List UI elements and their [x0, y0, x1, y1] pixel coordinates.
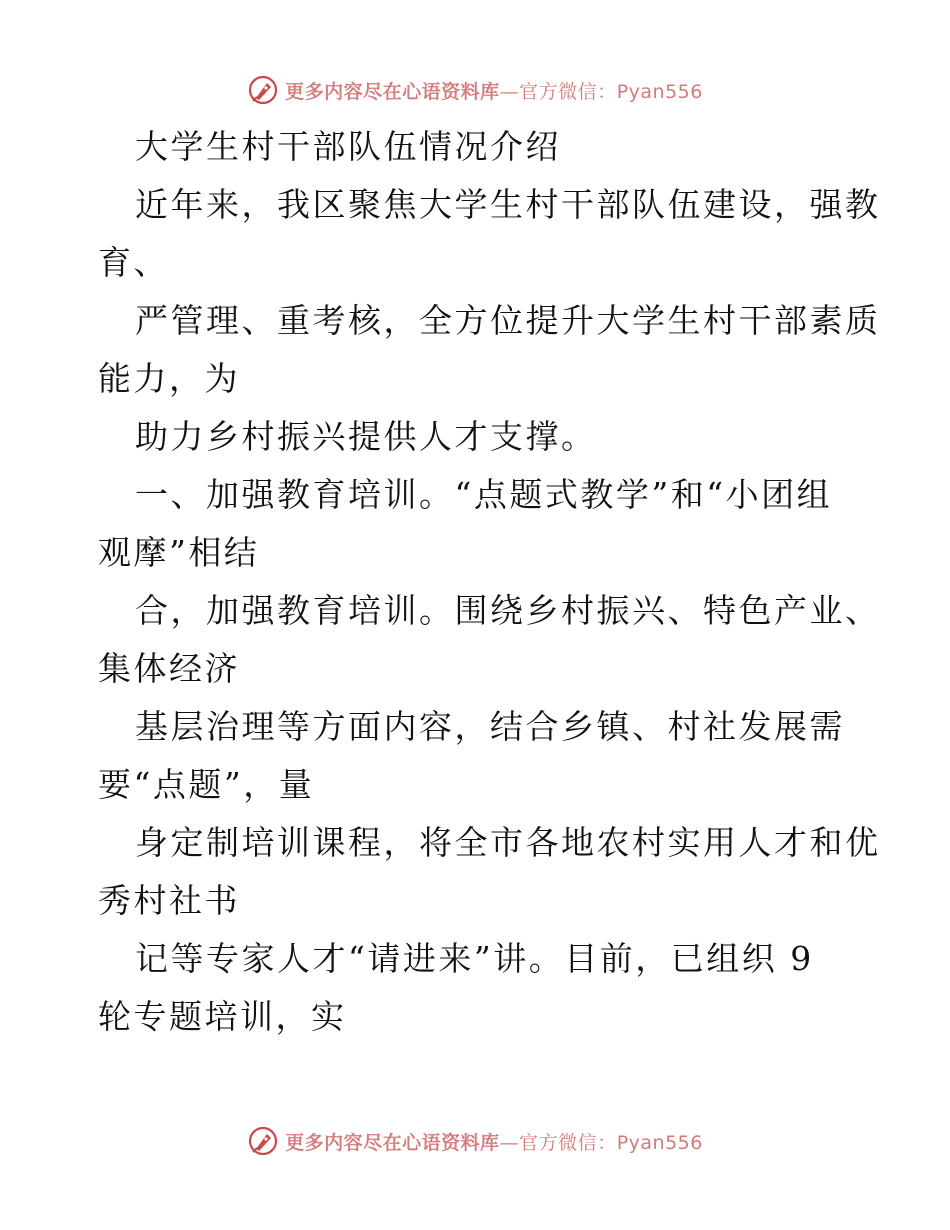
watermark-text — [285, 77, 703, 104]
pen-nib-icon — [247, 74, 279, 106]
paragraph-line: 近年来，我区聚焦大学生村干部队伍建设，强教 — [135, 185, 881, 224]
paragraph-line: 基层治理等方面内容，结合乡镇、村社发展需 — [135, 707, 845, 746]
paragraph-line: 观摩”相结 — [98, 533, 260, 572]
paragraph-line: 记等专家人才“请进来”讲。目前，已组织 9 — [135, 939, 814, 978]
watermark-text — [285, 1128, 703, 1155]
watermark-wechat-label: 官方微信： — [519, 1131, 617, 1154]
watermark-brand: 更多内容尽在心语资料库 — [285, 1131, 500, 1154]
paragraph-line: 轮专题培训，实 — [98, 997, 347, 1036]
paragraph-line: 严管理、重考核，全方位提升大学生村干部素质 — [135, 301, 881, 340]
paragraph-line: 一、加强教育培训。“点题式教学”和“小团组 — [135, 475, 833, 514]
watermark-wechat-label: 官方微信： — [519, 80, 617, 103]
watermark-wechat-id: Pyan556 — [616, 1131, 703, 1154]
paragraph-line: 要“点题”，量 — [98, 765, 315, 804]
watermark-dash: — — [499, 80, 520, 103]
document-body — [98, 118, 881, 1046]
watermark-brand: 更多内容尽在心语资料库 — [285, 80, 500, 103]
paragraph-line: 身定制培训课程，将全市各地农村实用人才和优 — [135, 823, 881, 862]
pen-nib-icon — [247, 1125, 279, 1157]
paragraph-line: 能力，为 — [98, 359, 240, 398]
paragraph-line: 助力乡村振兴提供人才支撑。 — [135, 417, 597, 456]
paragraph-line: 育、 — [98, 243, 169, 282]
footer-watermark — [0, 1121, 950, 1161]
paragraph-line: 秀村社书 — [98, 881, 240, 920]
watermark-wechat-id: Pyan556 — [616, 80, 703, 103]
paragraph-line: 集体经济 — [98, 649, 240, 688]
watermark-dash: — — [499, 1131, 520, 1154]
paragraph-line: 合，加强教育培训。围绕乡村振兴、特色产业、 — [135, 591, 881, 630]
document-title: 大学生村干部队伍情况介绍 — [135, 127, 561, 166]
header-watermark — [0, 70, 950, 110]
